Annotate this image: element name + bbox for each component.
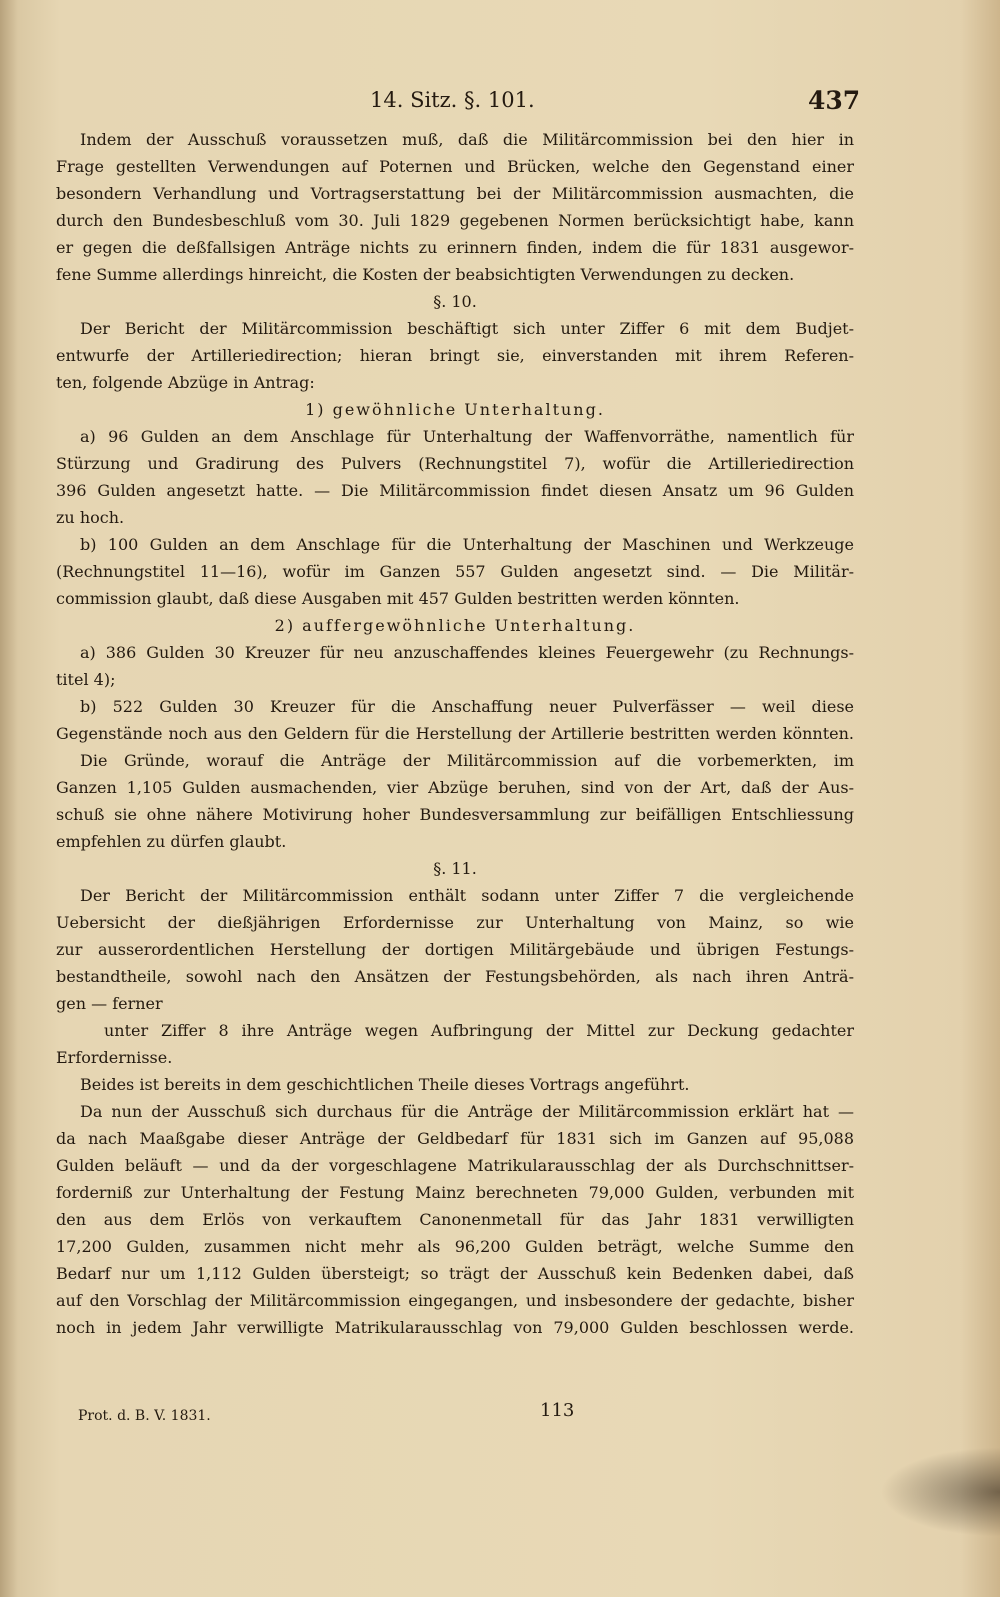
text-line: er gegen die deßfallsigen Anträge nichts zu erinnern finden, indem die für 1831 ausgewor- — [56, 238, 854, 257]
text-line: da nach Maaßgabe dieser Anträge der Geldbedarf für 1831 sich im Ganzen auf 95,088 — [56, 1129, 854, 1148]
text-line: schuß sie ohne nähere Motivirung hoher Bundesversammlung zur beifälligen Entschliessung — [56, 805, 854, 824]
text-line: commission glaubt, daß diese Ausgaben mit 457 Gulden bestritten werden könnten. — [56, 589, 740, 608]
text-body — [56, 126, 854, 1341]
text-line: entwurfe der Artilleriedirection; hieran bringt sie, einverstanden mit ihrem Referen- — [56, 346, 854, 365]
text-line: empfehlen zu dürfen glaubt. — [56, 832, 287, 851]
text-line: Da nun der Ausschuß sich durchaus für die Anträge der Militärcommission erklärt hat — — [80, 1102, 854, 1121]
text-line: den aus dem Erlös von verkauftem Canonenmetall für das Jahr 1831 verwilligten — [56, 1210, 854, 1229]
text-line: Ganzen 1,105 Gulden ausmachenden, vier Abzüge beruhen, sind von der Art, daß der Aus- — [56, 778, 854, 797]
text-line: durch den Bundesbeschluß vom 30. Juli 1829 gegebenen Normen berücksichtigt habe, kann — [56, 211, 854, 230]
text-line: zu hoch. — [56, 508, 125, 527]
text-line: Der Bericht der Militärcommission beschäftigt sich unter Ziffer 6 mit dem Budjet- — [80, 319, 854, 338]
text-line: bestandtheile, sowohl nach den Ansätzen der Festungsbehörden, als nach ihren Anträ- — [56, 967, 854, 986]
footer-signature: Prot. d. B. V. 1831. — [78, 1408, 211, 1424]
text-line: Stürzung und Gradirung des Pulvers (Rechnungstitel 7), wofür die Artilleriedirection — [56, 454, 854, 473]
text-line: Beides ist bereits in dem geschichtlichen Theile dieses Vortrags angeführt. — [80, 1075, 690, 1094]
text-line: Bedarf nur um 1,112 Gulden übersteigt; so trägt der Ausschuß kein Bedenken dabei, daß — [56, 1264, 854, 1283]
text-line: besondern Verhandlung und Vortragserstattung bei der Militärcommission ausmachten, die — [56, 184, 854, 203]
text-line: Indem der Ausschuß voraussetzen muß, daß die Militärcommission bei den hier in — [80, 130, 854, 149]
text-line: Die Gründe, worauf die Anträge der Militärcommission auf die vorbemerkten, im — [80, 751, 854, 770]
text-line: Gulden beläuft — und da der vorgeschlagene Matrikularausschlag der als Durchschnittser- — [56, 1156, 854, 1175]
text-line: ten, folgende Abzüge in Antrag: — [56, 373, 315, 392]
text-line: Gegenstände noch aus den Geldern für die Herstellung der Artillerie bestritten werden könnten. — [56, 724, 854, 743]
page-number: 437 — [808, 86, 861, 115]
text-line: Frage gestellten Verwendungen auf Poternen und Brücken, welche den Gegenstand einer — [56, 157, 854, 176]
text-line: a) 386 Gulden 30 Kreuzer für neu anzuschaffendes kleines Feuergewehr (zu Rechnungs- — [80, 643, 854, 662]
text-line: auf den Vorschlag der Militärcommission eingegangen, und insbesondere der gedachte, bisher — [56, 1291, 854, 1310]
text-line: fene Summe allerdings hinreicht, die Kosten der beabsichtigten Verwendungen zu decken. — [56, 265, 795, 284]
text-line: §. 11. — [433, 859, 477, 878]
text-line: b) 522 Gulden 30 Kreuzer für die Anschaffung neuer Pulverfässer — weil diese — [80, 697, 854, 716]
sheet-number: 113 — [540, 1400, 575, 1421]
text-line: unter Ziffer 8 ihre Anträge wegen Aufbringung der Mittel zur Deckung gedachter — [104, 1021, 854, 1040]
page-smudge — [880, 1447, 1000, 1537]
text-line: Uebersicht der dießjährigen Erfordernisse zur Unterhaltung von Mainz, so wie — [56, 913, 854, 932]
text-line: 17,200 Gulden, zusammen nicht mehr als 96,200 Gulden beträgt, welche Summe den — [56, 1237, 854, 1256]
text-line: a) 96 Gulden an dem Anschlage für Unterhaltung der Waffenvorräthe, namentlich für — [80, 427, 854, 446]
text-line: Der Bericht der Militärcommission enthält sodann unter Ziffer 7 die vergleichende — [80, 886, 854, 905]
text-line: noch in jedem Jahr verwilligte Matrikularausschlag von 79,000 Gulden beschlossen werde. — [56, 1318, 854, 1337]
running-head: 14. Sitz. §. 101. — [370, 88, 535, 112]
text-line: gen — ferner — [56, 994, 163, 1013]
text-line: Erfordernisse. — [56, 1048, 173, 1067]
text-line: zur ausserordentlichen Herstellung der dortigen Militärgebäude und übrigen Festungs- — [56, 940, 854, 959]
text-line: b) 100 Gulden an dem Anschlage für die Unterhaltung der Maschinen und Werkzeuge — [80, 535, 854, 554]
text-line: forderniß zur Unterhaltung der Festung Mainz berechneten 79,000 Gulden, verbunden mit — [56, 1183, 854, 1202]
text-line: 1) gewöhnliche Unterhaltung. — [305, 400, 605, 419]
page-header — [0, 88, 1000, 128]
text-line: (Rechnungstitel 11—16), wofür im Ganzen 557 Gulden angesetzt sind. — Die Militär- — [56, 562, 854, 581]
text-line: 396 Gulden angesetzt hatte. — Die Militärcommission findet diesen Ansatz um 96 Gulden — [56, 481, 854, 500]
text-line: §. 10. — [433, 292, 477, 311]
text-line: 2) auffergewöhnliche Unterhaltung. — [274, 616, 636, 635]
text-line: titel 4); — [56, 670, 116, 689]
